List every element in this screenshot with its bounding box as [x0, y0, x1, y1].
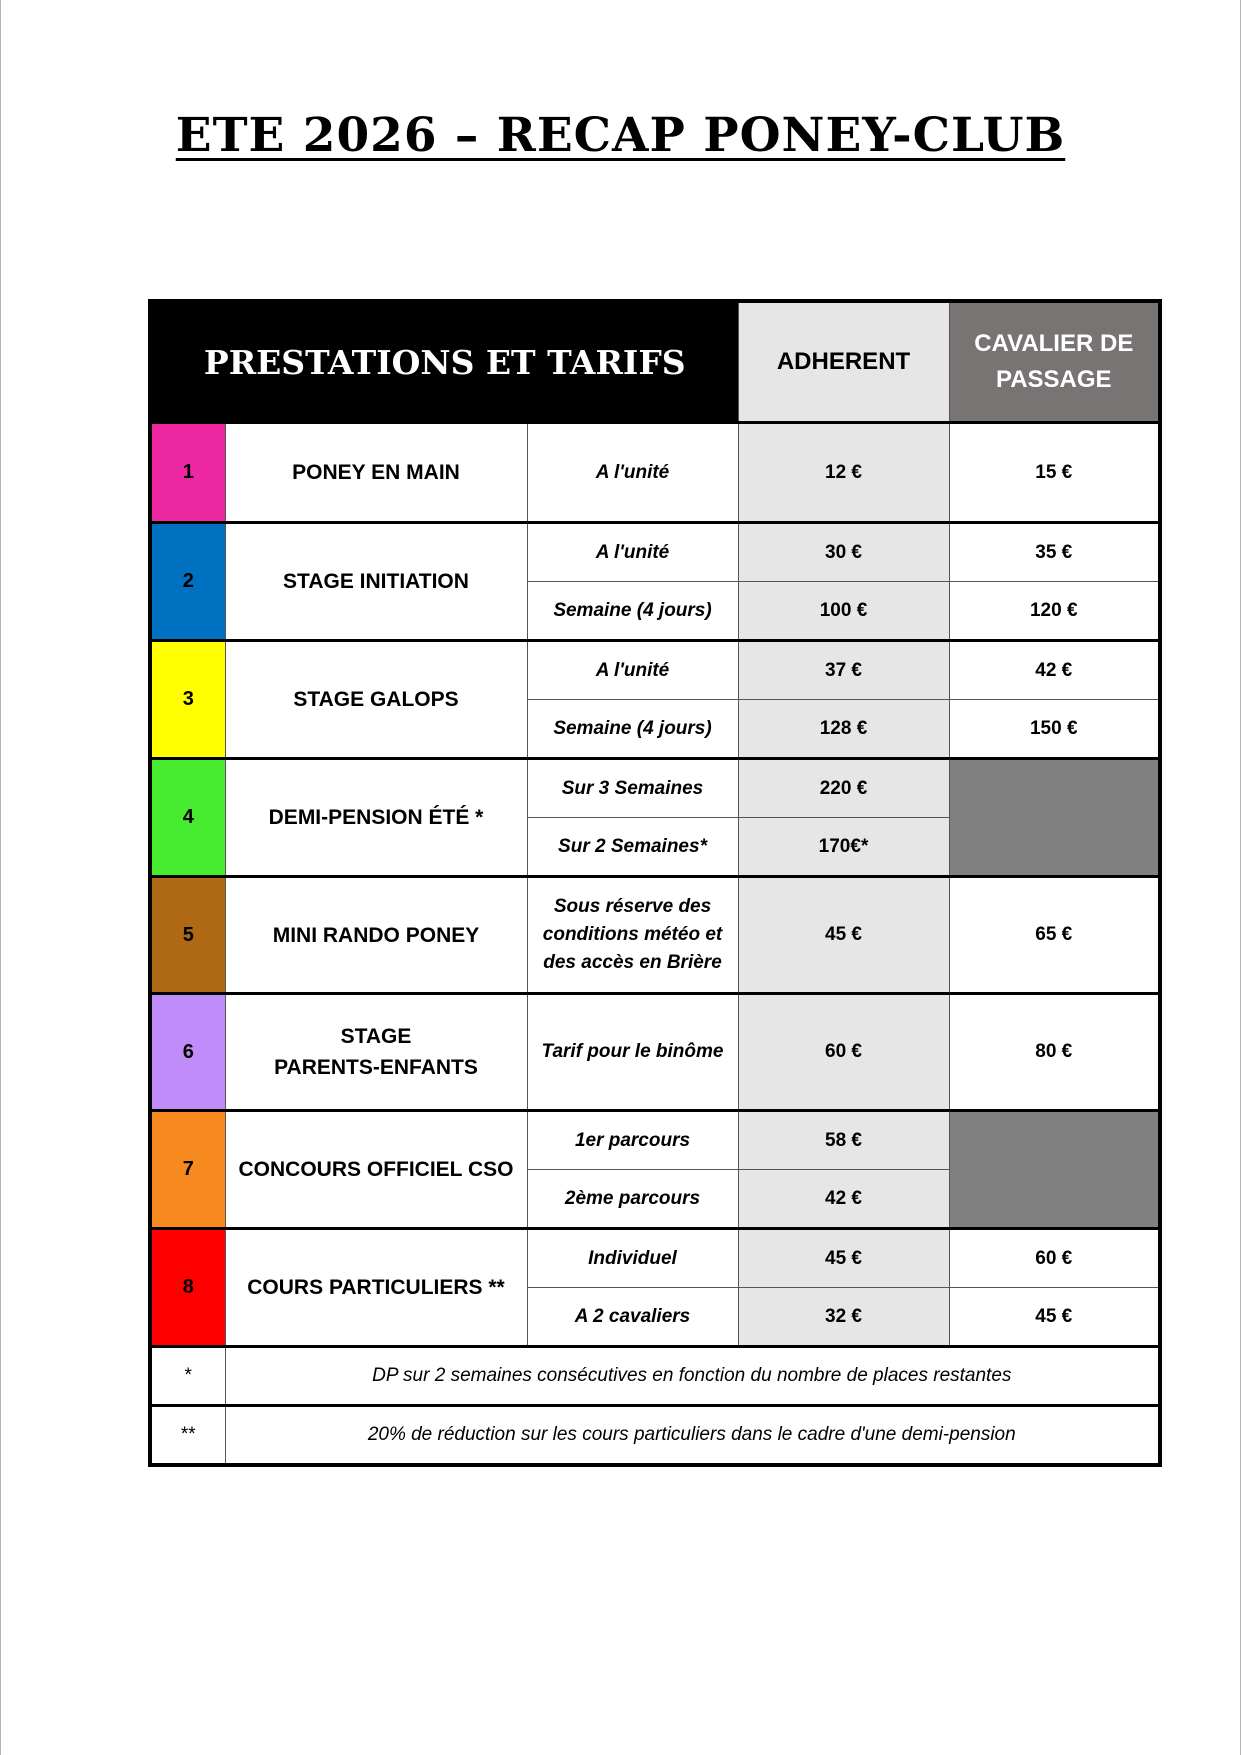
note-row-1	[150, 1347, 1160, 1406]
row-name-2: STAGE INITIATION	[225, 523, 527, 641]
price-adherent: 30 €	[738, 523, 949, 582]
page-title-wrap	[0, 108, 1241, 163]
row-option: 2ème parcours	[527, 1170, 738, 1229]
price-cavalier: 150 €	[949, 700, 1160, 759]
row-option-line3: des accès en Brière	[543, 952, 722, 973]
row-number-4: 4	[150, 759, 225, 877]
note-symbol: **	[150, 1406, 225, 1466]
row-name-6	[225, 994, 527, 1111]
price-cavalier: 15 €	[949, 423, 1160, 523]
row-option-multiline	[527, 877, 738, 994]
price-adherent: 170€*	[738, 818, 949, 877]
row-name-6-line2: PARENTS-ENFANTS	[274, 1056, 478, 1079]
row-option: Semaine (4 jours)	[527, 582, 738, 641]
row-number-5: 5	[150, 877, 225, 994]
header-adherent: ADHERENT	[738, 301, 949, 423]
table-row-8a	[150, 1229, 1160, 1288]
row-number-6: 6	[150, 994, 225, 1111]
price-adherent: 128 €	[738, 700, 949, 759]
price-adherent: 32 €	[738, 1288, 949, 1347]
row-option: 1er parcours	[527, 1111, 738, 1170]
row-number-7: 7	[150, 1111, 225, 1229]
price-cavalier: 45 €	[949, 1288, 1160, 1347]
table-row-3a	[150, 641, 1160, 700]
note-row-2	[150, 1406, 1160, 1466]
price-adherent: 12 €	[738, 423, 949, 523]
table-row-5	[150, 877, 1160, 994]
row-name-5: MINI RANDO PONEY	[225, 877, 527, 994]
page-edge-left	[0, 0, 1, 1755]
price-cavalier: 65 €	[949, 877, 1160, 994]
row-option: Individuel	[527, 1229, 738, 1288]
table-row-6	[150, 994, 1160, 1111]
price-cavalier: 42 €	[949, 641, 1160, 700]
table-row-1	[150, 423, 1160, 523]
header-cavalier-line1: CAVALIER DE	[974, 330, 1134, 357]
row-option: A 2 cavaliers	[527, 1288, 738, 1347]
price-cavalier: 60 €	[949, 1229, 1160, 1288]
row-option: Sur 2 Semaines*	[527, 818, 738, 877]
header-row	[150, 301, 1160, 423]
table-row-7a	[150, 1111, 1160, 1170]
header-prestations: PRESTATIONS ET TARIFS	[150, 301, 738, 423]
row-option: A l'unité	[527, 641, 738, 700]
header-cavalier-de-passage	[949, 301, 1160, 423]
row-option: Semaine (4 jours)	[527, 700, 738, 759]
page-title: ETE 2026 – RECAP PONEY-CLUB	[175, 108, 1066, 163]
note-text: DP sur 2 semaines consécutives en fonction du nombre de places restantes	[225, 1347, 1160, 1406]
note-symbol: *	[150, 1347, 225, 1406]
row-number-2: 2	[150, 523, 225, 641]
price-adherent: 42 €	[738, 1170, 949, 1229]
price-adherent: 45 €	[738, 1229, 949, 1288]
row-name-8: COURS PARTICULIERS **	[225, 1229, 527, 1347]
price-cavalier-unavailable	[949, 1111, 1160, 1229]
table-row-4a	[150, 759, 1160, 818]
price-adherent: 37 €	[738, 641, 949, 700]
price-cavalier-unavailable	[949, 759, 1160, 877]
row-number-8: 8	[150, 1229, 225, 1347]
row-option: Tarif pour le binôme	[527, 994, 738, 1111]
row-option: A l'unité	[527, 423, 738, 523]
price-cavalier: 80 €	[949, 994, 1160, 1111]
price-cavalier: 35 €	[949, 523, 1160, 582]
row-number-1: 1	[150, 423, 225, 523]
price-adherent: 45 €	[738, 877, 949, 994]
header-cavalier-line2: PASSAGE	[995, 366, 1112, 393]
table-row-2a	[150, 523, 1160, 582]
price-adherent: 100 €	[738, 582, 949, 641]
row-name-3: STAGE GALOPS	[225, 641, 527, 759]
row-name-6-line1: STAGE	[340, 1025, 412, 1048]
row-option-line1: Sous réserve des	[553, 896, 712, 917]
row-name-1: PONEY EN MAIN	[225, 423, 527, 523]
price-adherent: 58 €	[738, 1111, 949, 1170]
price-cavalier: 120 €	[949, 582, 1160, 641]
row-option-line2: conditions météo et	[542, 924, 723, 945]
row-option: Sur 3 Semaines	[527, 759, 738, 818]
note-text: 20% de réduction sur les cours particuliers dans le cadre d'une demi-pension	[225, 1406, 1160, 1466]
price-adherent: 60 €	[738, 994, 949, 1111]
row-name-7: CONCOURS OFFICIEL CSO	[225, 1111, 527, 1229]
row-number-3: 3	[150, 641, 225, 759]
row-option: A l'unité	[527, 523, 738, 582]
tarifs-table	[148, 299, 1162, 1467]
price-adherent: 220 €	[738, 759, 949, 818]
row-name-4: DEMI-PENSION ÉTÉ *	[225, 759, 527, 877]
